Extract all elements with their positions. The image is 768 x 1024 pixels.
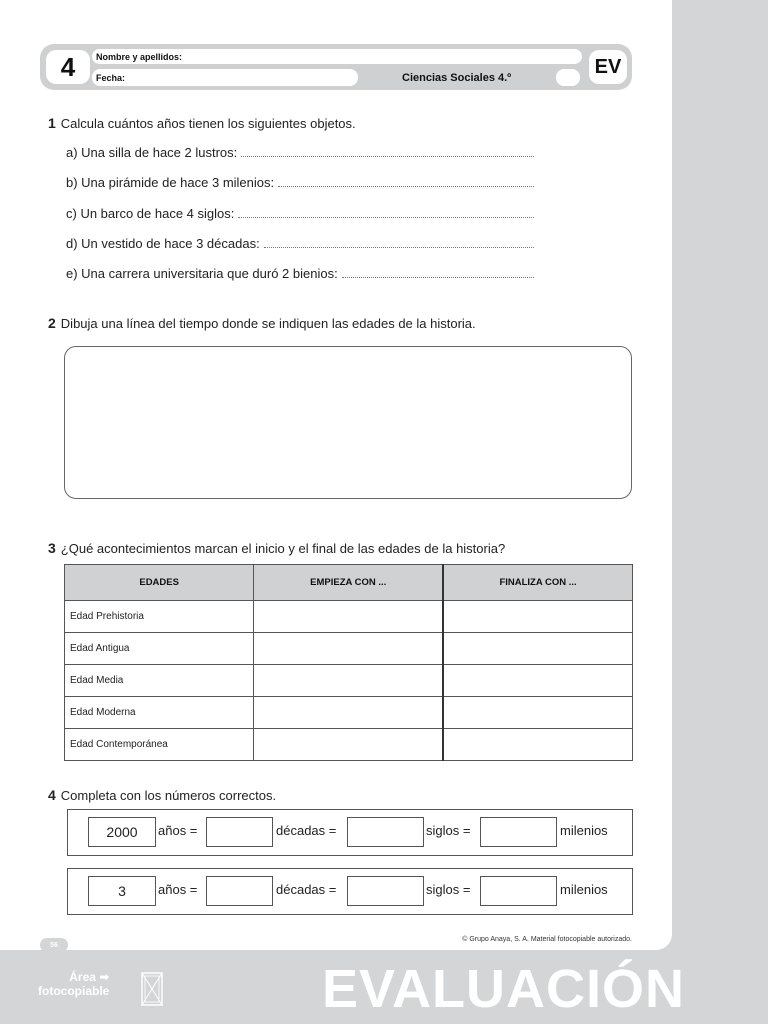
- ages-table: [64, 564, 633, 761]
- centuries-answer-box[interactable]: [347, 817, 424, 847]
- question-number: 1: [48, 115, 56, 131]
- question-2: [48, 315, 476, 331]
- age-name-cell: Edad Moderna: [65, 697, 254, 729]
- name-field[interactable]: [92, 49, 582, 64]
- q1-item-e: [66, 266, 534, 281]
- age-name-cell: Edad Contemporánea: [65, 729, 254, 761]
- millennia-answer-box[interactable]: [480, 817, 557, 847]
- question-prompt: Dibuja una línea del tiempo donde se indiquen las edades de la historia.: [60, 316, 476, 331]
- starts-with-cell[interactable]: [254, 665, 443, 697]
- starts-with-cell[interactable]: [254, 601, 443, 633]
- ends-with-cell[interactable]: [443, 729, 632, 761]
- page-number: 56: [40, 938, 68, 952]
- column-header: EDADES: [65, 565, 254, 601]
- table-row: [65, 601, 633, 633]
- q1-item-b: [66, 175, 534, 190]
- q1-item-c: [66, 206, 534, 221]
- starts-with-cell[interactable]: [254, 697, 443, 729]
- starts-with-cell[interactable]: [254, 729, 443, 761]
- q1-item-label: a) Una silla de hace 2 lustros:: [66, 145, 238, 160]
- ends-with-cell[interactable]: [443, 697, 632, 729]
- area-label-line2: fotocopiable: [38, 984, 110, 998]
- q1-item-label: d) Un vestido de hace 3 décadas:: [66, 236, 260, 251]
- arrow-right-icon: ➡: [99, 970, 110, 984]
- timeline-drawing-area[interactable]: [64, 346, 632, 499]
- decades-label: décadas =: [276, 882, 337, 897]
- table-header-row: [65, 565, 633, 601]
- answer-line[interactable]: [241, 155, 534, 157]
- answer-line[interactable]: [238, 216, 534, 218]
- conversion-row-2: [67, 868, 633, 915]
- centuries-label: siglos =: [426, 882, 471, 897]
- table-row: [65, 665, 633, 697]
- centuries-answer-box[interactable]: [347, 876, 424, 906]
- column-header: FINALIZA CON ...: [443, 565, 632, 601]
- table-row: [65, 633, 633, 665]
- q1-item-label: e) Una carrera universitaria que duró 2 bienios:: [66, 266, 338, 281]
- age-name-cell: Edad Antigua: [65, 633, 254, 665]
- name-label: Nombre y apellidos:: [96, 52, 183, 62]
- conversion-row-1: [67, 809, 633, 856]
- question-4: [48, 787, 276, 803]
- answer-line[interactable]: [278, 185, 534, 187]
- years-label: años =: [158, 823, 198, 838]
- worksheet-header: [40, 44, 632, 90]
- decades-answer-box[interactable]: [206, 876, 273, 906]
- question-number: 4: [48, 787, 56, 803]
- q1-item-label: c) Un barco de hace 4 siglos:: [66, 206, 235, 221]
- grade-field[interactable]: [556, 69, 580, 86]
- centuries-label: siglos =: [426, 823, 471, 838]
- millennia-label: milenios: [560, 823, 608, 838]
- date-label: Fecha:: [96, 73, 126, 83]
- photocopiable-area-label: [38, 970, 109, 998]
- question-1: [48, 115, 356, 131]
- question-prompt: Calcula cuántos años tienen los siguientes objetos.: [60, 116, 356, 131]
- answer-line[interactable]: [264, 246, 534, 248]
- area-label-line1: Área ➡: [69, 970, 110, 984]
- unit-number: 4: [46, 50, 90, 84]
- millennia-label: milenios: [560, 882, 608, 897]
- given-value-box: 3: [88, 876, 156, 906]
- starts-with-cell[interactable]: [254, 633, 443, 665]
- column-header: EMPIEZA CON ...: [254, 565, 443, 601]
- question-prompt: Completa con los números correctos.: [60, 788, 277, 803]
- q1-item-d: [66, 236, 534, 251]
- question-prompt: ¿Qué acontecimientos marcan el inicio y el final de las edades de la historia?: [60, 541, 506, 556]
- answer-line[interactable]: [342, 276, 534, 278]
- age-name-cell: Edad Prehistoria: [65, 601, 254, 633]
- decades-answer-box[interactable]: [206, 817, 273, 847]
- given-value-box: 2000: [88, 817, 156, 847]
- copyright-notice: © Grupo Anaya, S. A. Material fotocopiable autorizado.: [462, 936, 632, 943]
- question-3: [48, 540, 505, 556]
- decades-label: décadas =: [276, 823, 337, 838]
- section-title: EVALUACIÓN: [322, 959, 686, 1019]
- q1-item-label: b) Una pirámide de hace 3 milenios:: [66, 175, 275, 190]
- date-field[interactable]: [92, 69, 358, 86]
- ends-with-cell[interactable]: [443, 601, 632, 633]
- years-label: años =: [158, 882, 198, 897]
- table-row: [65, 729, 633, 761]
- ends-with-cell[interactable]: [443, 665, 632, 697]
- photocopy-icon: [141, 972, 163, 1006]
- question-number: 3: [48, 540, 56, 556]
- table-row: [65, 697, 633, 729]
- age-name-cell: Edad Media: [65, 665, 254, 697]
- q1-item-a: [66, 145, 534, 160]
- millennia-answer-box[interactable]: [480, 876, 557, 906]
- subject-label: Ciencias Sociales 4.º: [402, 72, 512, 84]
- question-number: 2: [48, 315, 56, 331]
- evaluation-badge: EV: [589, 50, 627, 84]
- ends-with-cell[interactable]: [443, 633, 632, 665]
